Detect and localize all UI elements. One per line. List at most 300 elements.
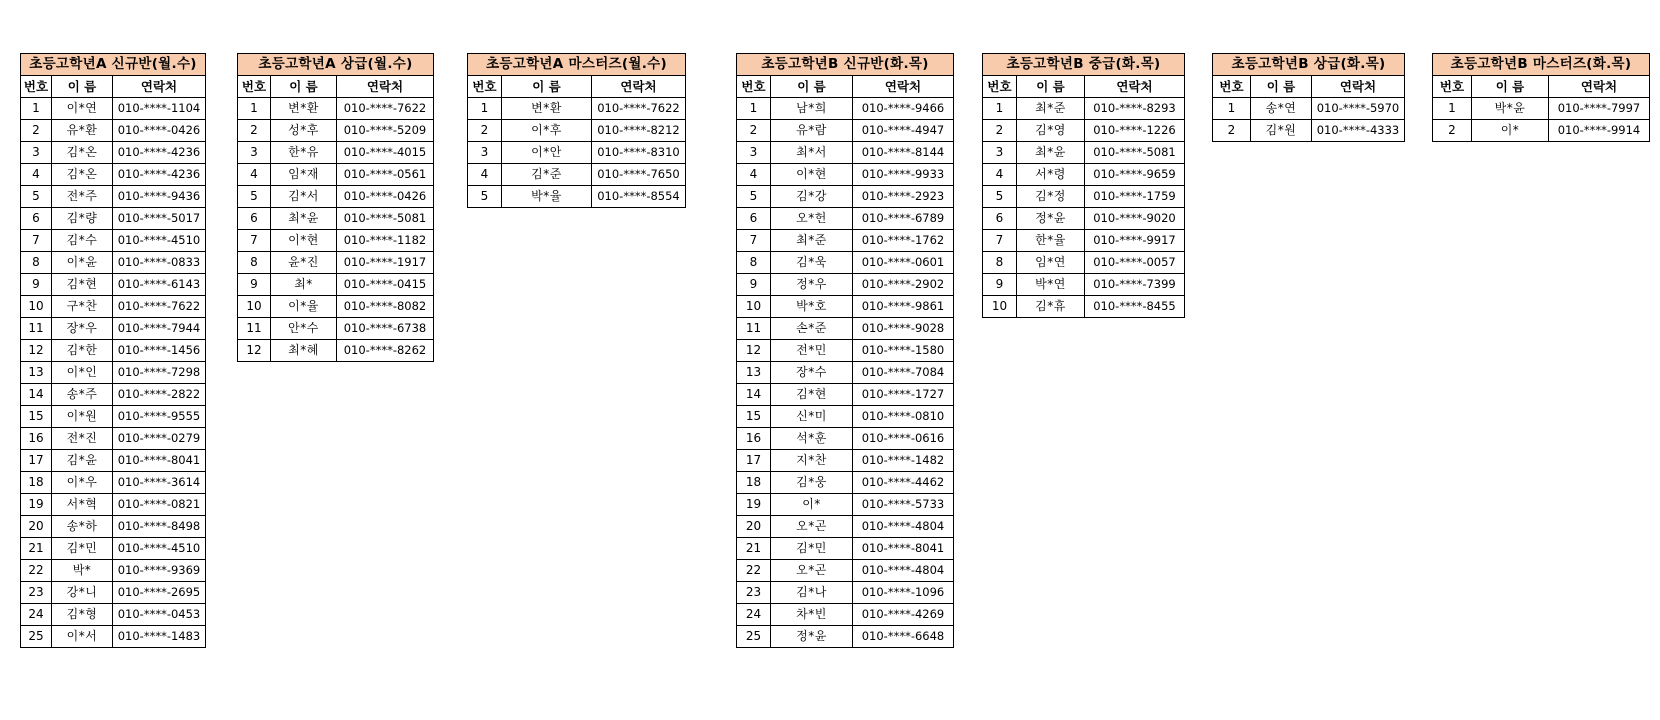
- student-name: 이*: [1472, 120, 1549, 142]
- student-name: 오*헌: [771, 208, 853, 230]
- table-row: [737, 296, 954, 318]
- table-row: [1213, 120, 1405, 142]
- student-name: 유*람: [771, 120, 853, 142]
- table-row: [21, 142, 206, 164]
- row-number: 4: [737, 164, 771, 186]
- row-number: 15: [737, 406, 771, 428]
- student-name: 변*환: [271, 98, 337, 120]
- phone-number: 010-****-0821: [113, 494, 206, 516]
- student-name: 박*호: [771, 296, 853, 318]
- row-number: 1: [983, 98, 1017, 120]
- table-row: [21, 208, 206, 230]
- row-number: 23: [737, 582, 771, 604]
- roster-title: 초등고학년A 신규반(월.수): [21, 54, 206, 76]
- student-name: 이*안: [502, 142, 592, 164]
- student-name: 김*량: [52, 208, 113, 230]
- phone-number: 010-****-4804: [853, 516, 954, 538]
- student-name: 신*미: [771, 406, 853, 428]
- phone-number: 010-****-1182: [337, 230, 434, 252]
- table-row: [737, 186, 954, 208]
- table-row: [1433, 98, 1650, 120]
- student-name: 최*윤: [271, 208, 337, 230]
- column-header-phone: 연락처: [113, 76, 206, 98]
- column-header-no: 번호: [468, 76, 502, 98]
- row-number: 2: [468, 120, 502, 142]
- student-name: 김*강: [771, 186, 853, 208]
- row-number: 24: [737, 604, 771, 626]
- student-name: 오*곤: [771, 516, 853, 538]
- phone-number: 010-****-1759: [1085, 186, 1185, 208]
- table-row: [238, 252, 434, 274]
- table-row: [737, 252, 954, 274]
- row-number: 17: [737, 450, 771, 472]
- row-number: 12: [238, 340, 271, 362]
- table-row: [21, 582, 206, 604]
- table-row: [737, 626, 954, 648]
- student-name: 정*윤: [771, 626, 853, 648]
- row-number: 6: [21, 208, 52, 230]
- column-header-name: 이 름: [771, 76, 853, 98]
- row-number: 1: [468, 98, 502, 120]
- student-name: 이*후: [502, 120, 592, 142]
- table-row: [21, 450, 206, 472]
- phone-number: 010-****-9914: [1549, 120, 1650, 142]
- roster-title: 초등고학년B 상급(화.목): [1213, 54, 1405, 76]
- row-number: 1: [1213, 98, 1251, 120]
- phone-number: 010-****-7997: [1549, 98, 1650, 120]
- table-row: [21, 252, 206, 274]
- row-number: 3: [737, 142, 771, 164]
- table-row: [737, 582, 954, 604]
- row-number: 2: [737, 120, 771, 142]
- table-row: [21, 626, 206, 648]
- phone-number: 010-****-1727: [853, 384, 954, 406]
- row-number: 12: [737, 340, 771, 362]
- phone-number: 010-****-4510: [113, 538, 206, 560]
- row-number: 13: [737, 362, 771, 384]
- student-name: 김*나: [771, 582, 853, 604]
- table-row: [468, 120, 686, 142]
- row-number: 15: [21, 406, 52, 428]
- phone-number: 010-****-8212: [592, 120, 686, 142]
- phone-number: 010-****-8498: [113, 516, 206, 538]
- phone-number: 010-****-0810: [853, 406, 954, 428]
- row-number: 10: [737, 296, 771, 318]
- student-name: 이*윤: [52, 252, 113, 274]
- phone-number: 010-****-7650: [592, 164, 686, 186]
- student-name: 윤*진: [271, 252, 337, 274]
- phone-number: 010-****-9020: [1085, 208, 1185, 230]
- row-number: 4: [983, 164, 1017, 186]
- row-number: 8: [737, 252, 771, 274]
- row-number: 9: [21, 274, 52, 296]
- student-name: 이*연: [52, 98, 113, 120]
- student-name: 김*현: [771, 384, 853, 406]
- student-name: 최*준: [771, 230, 853, 252]
- table-row: [737, 538, 954, 560]
- phone-number: 010-****-5081: [1085, 142, 1185, 164]
- phone-number: 010-****-9555: [113, 406, 206, 428]
- phone-number: 010-****-0057: [1085, 252, 1185, 274]
- roster-table: [982, 53, 1185, 318]
- student-name: 임*연: [1017, 252, 1085, 274]
- phone-number: 010-****-0601: [853, 252, 954, 274]
- table-row: [21, 230, 206, 252]
- table-row: [238, 120, 434, 142]
- roster-table: [1432, 53, 1650, 142]
- row-number: 16: [21, 428, 52, 450]
- phone-number: 010-****-5017: [113, 208, 206, 230]
- student-name: 송*주: [52, 384, 113, 406]
- column-header-no: 번호: [1433, 76, 1472, 98]
- phone-number: 010-****-9436: [113, 186, 206, 208]
- row-number: 21: [737, 538, 771, 560]
- student-name: 변*환: [502, 98, 592, 120]
- phone-number: 010-****-0415: [337, 274, 434, 296]
- student-name: 최*: [271, 274, 337, 296]
- table-row: [737, 120, 954, 142]
- table-row: [983, 274, 1185, 296]
- row-number: 5: [468, 186, 502, 208]
- student-name: 김*영: [1017, 120, 1085, 142]
- row-number: 4: [21, 164, 52, 186]
- table-row: [737, 318, 954, 340]
- phone-number: 010-****-0453: [113, 604, 206, 626]
- table-row: [238, 142, 434, 164]
- student-name: 김*원: [1251, 120, 1312, 142]
- table-row: [737, 274, 954, 296]
- phone-number: 010-****-8041: [853, 538, 954, 560]
- row-number: 6: [737, 208, 771, 230]
- student-name: 최*윤: [1017, 142, 1085, 164]
- row-number: 19: [737, 494, 771, 516]
- table-row: [983, 164, 1185, 186]
- phone-number: 010-****-9028: [853, 318, 954, 340]
- phone-number: 010-****-1483: [113, 626, 206, 648]
- row-number: 5: [21, 186, 52, 208]
- row-number: 11: [21, 318, 52, 340]
- table-row: [238, 186, 434, 208]
- table-row: [737, 230, 954, 252]
- student-name: 전*주: [52, 186, 113, 208]
- table-row: [468, 186, 686, 208]
- student-name: 정*우: [771, 274, 853, 296]
- table-row: [238, 296, 434, 318]
- phone-number: 010-****-1580: [853, 340, 954, 362]
- column-header-name: 이 름: [502, 76, 592, 98]
- table-row: [238, 274, 434, 296]
- student-name: 구*찬: [52, 296, 113, 318]
- phone-number: 010-****-5081: [337, 208, 434, 230]
- column-header-phone: 연락처: [853, 76, 954, 98]
- roster-table: [20, 53, 206, 648]
- row-number: 3: [468, 142, 502, 164]
- phone-number: 010-****-8041: [113, 450, 206, 472]
- column-header-name: 이 름: [271, 76, 337, 98]
- student-name: 정*윤: [1017, 208, 1085, 230]
- phone-number: 010-****-7622: [113, 296, 206, 318]
- student-name: 오*곤: [771, 560, 853, 582]
- row-number: 7: [983, 230, 1017, 252]
- row-number: 18: [737, 472, 771, 494]
- student-name: 박*: [52, 560, 113, 582]
- student-name: 지*찬: [771, 450, 853, 472]
- phone-number: 010-****-7399: [1085, 274, 1185, 296]
- table-row: [737, 406, 954, 428]
- table-row: [21, 164, 206, 186]
- phone-number: 010-****-9861: [853, 296, 954, 318]
- row-number: 20: [21, 516, 52, 538]
- row-number: 8: [21, 252, 52, 274]
- student-name: 서*령: [1017, 164, 1085, 186]
- table-row: [238, 230, 434, 252]
- table-row: [1433, 120, 1650, 142]
- student-name: 최*혜: [271, 340, 337, 362]
- row-number: 2: [21, 120, 52, 142]
- student-name: 안*수: [271, 318, 337, 340]
- student-name: 이*현: [771, 164, 853, 186]
- table-row: [21, 186, 206, 208]
- table-row: [737, 142, 954, 164]
- row-number: 8: [983, 252, 1017, 274]
- table-row: [983, 142, 1185, 164]
- phone-number: 010-****-6738: [337, 318, 434, 340]
- table-row: [21, 472, 206, 494]
- phone-number: 010-****-7084: [853, 362, 954, 384]
- phone-number: 010-****-4236: [113, 142, 206, 164]
- student-name: 이*우: [52, 472, 113, 494]
- phone-number: 010-****-0279: [113, 428, 206, 450]
- roster-table: [237, 53, 434, 362]
- row-number: 5: [983, 186, 1017, 208]
- phone-number: 010-****-5970: [1312, 98, 1405, 120]
- student-name: 임*재: [271, 164, 337, 186]
- phone-number: 010-****-6648: [853, 626, 954, 648]
- student-name: 서*혁: [52, 494, 113, 516]
- table-row: [238, 98, 434, 120]
- row-number: 10: [238, 296, 271, 318]
- column-header-no: 번호: [983, 76, 1017, 98]
- phone-number: 010-****-9933: [853, 164, 954, 186]
- table-row: [737, 384, 954, 406]
- student-name: 유*환: [52, 120, 113, 142]
- phone-number: 010-****-2822: [113, 384, 206, 406]
- student-name: 남*희: [771, 98, 853, 120]
- phone-number: 010-****-8455: [1085, 296, 1185, 318]
- table-row: [21, 560, 206, 582]
- student-name: 김*욱: [771, 252, 853, 274]
- table-row: [737, 340, 954, 362]
- row-number: 1: [238, 98, 271, 120]
- roster-title: 초등고학년B 중급(화.목): [983, 54, 1185, 76]
- table-row: [468, 164, 686, 186]
- column-header-no: 번호: [238, 76, 271, 98]
- row-number: 1: [1433, 98, 1472, 120]
- row-number: 12: [21, 340, 52, 362]
- row-number: 11: [737, 318, 771, 340]
- column-header-phone: 연락처: [1549, 76, 1650, 98]
- phone-number: 010-****-9917: [1085, 230, 1185, 252]
- student-name: 김*휴: [1017, 296, 1085, 318]
- student-name: 이*인: [52, 362, 113, 384]
- student-name: 한*율: [1017, 230, 1085, 252]
- table-row: [21, 428, 206, 450]
- phone-number: 010-****-1096: [853, 582, 954, 604]
- table-row: [737, 208, 954, 230]
- column-header-phone: 연락처: [337, 76, 434, 98]
- row-number: 2: [1433, 120, 1472, 142]
- row-number: 17: [21, 450, 52, 472]
- student-name: 석*훈: [771, 428, 853, 450]
- table-row: [983, 120, 1185, 142]
- table-row: [737, 494, 954, 516]
- student-name: 전*진: [52, 428, 113, 450]
- table-row: [21, 296, 206, 318]
- column-header-name: 이 름: [1472, 76, 1549, 98]
- row-number: 1: [21, 98, 52, 120]
- row-number: 5: [238, 186, 271, 208]
- table-row: [737, 560, 954, 582]
- student-name: 성*후: [271, 120, 337, 142]
- student-name: 강*니: [52, 582, 113, 604]
- roster-title: 초등고학년B 신규반(화.목): [737, 54, 954, 76]
- student-name: 김*수: [52, 230, 113, 252]
- phone-number: 010-****-2695: [113, 582, 206, 604]
- phone-number: 010-****-7944: [113, 318, 206, 340]
- column-header-no: 번호: [737, 76, 771, 98]
- student-name: 이*원: [52, 406, 113, 428]
- row-number: 18: [21, 472, 52, 494]
- student-name: 이*: [771, 494, 853, 516]
- phone-number: 010-****-8082: [337, 296, 434, 318]
- phone-number: 010-****-4015: [337, 142, 434, 164]
- table-row: [1213, 98, 1405, 120]
- phone-number: 010-****-5209: [337, 120, 434, 142]
- table-row: [737, 428, 954, 450]
- phone-number: 010-****-8293: [1085, 98, 1185, 120]
- table-row: [983, 208, 1185, 230]
- row-number: 25: [21, 626, 52, 648]
- phone-number: 010-****-0561: [337, 164, 434, 186]
- student-name: 이*서: [52, 626, 113, 648]
- student-name: 김*한: [52, 340, 113, 362]
- phone-number: 010-****-3614: [113, 472, 206, 494]
- phone-number: 010-****-2923: [853, 186, 954, 208]
- roster-title: 초등고학년A 상급(월.수): [238, 54, 434, 76]
- student-name: 송*연: [1251, 98, 1312, 120]
- row-number: 23: [21, 582, 52, 604]
- table-row: [21, 98, 206, 120]
- table-row: [468, 98, 686, 120]
- phone-number: 010-****-8144: [853, 142, 954, 164]
- student-name: 최*준: [1017, 98, 1085, 120]
- table-row: [21, 516, 206, 538]
- phone-number: 010-****-4269: [853, 604, 954, 626]
- row-number: 2: [238, 120, 271, 142]
- phone-number: 010-****-5733: [853, 494, 954, 516]
- phone-number: 010-****-4510: [113, 230, 206, 252]
- row-number: 7: [21, 230, 52, 252]
- row-number: 21: [21, 538, 52, 560]
- table-row: [983, 230, 1185, 252]
- row-number: 2: [983, 120, 1017, 142]
- table-row: [737, 450, 954, 472]
- student-name: 한*유: [271, 142, 337, 164]
- student-name: 김*형: [52, 604, 113, 626]
- row-number: 13: [21, 362, 52, 384]
- phone-number: 010-****-4462: [853, 472, 954, 494]
- table-row: [737, 604, 954, 626]
- table-row: [21, 274, 206, 296]
- student-name: 최*서: [771, 142, 853, 164]
- phone-number: 010-****-9369: [113, 560, 206, 582]
- roster-title: 초등고학년B 마스터즈(화.목): [1433, 54, 1650, 76]
- student-name: 김*민: [771, 538, 853, 560]
- student-name: 전*민: [771, 340, 853, 362]
- phone-number: 010-****-7622: [337, 98, 434, 120]
- student-name: 김*웅: [771, 472, 853, 494]
- student-name: 김*정: [1017, 186, 1085, 208]
- row-number: 14: [21, 384, 52, 406]
- table-row: [21, 120, 206, 142]
- student-name: 장*우: [52, 318, 113, 340]
- row-number: 25: [737, 626, 771, 648]
- column-header-name: 이 름: [1251, 76, 1312, 98]
- column-header-name: 이 름: [52, 76, 113, 98]
- row-number: 11: [238, 318, 271, 340]
- row-number: 8: [238, 252, 271, 274]
- table-row: [737, 472, 954, 494]
- phone-number: 010-****-1917: [337, 252, 434, 274]
- column-header-phone: 연락처: [1312, 76, 1405, 98]
- table-row: [983, 252, 1185, 274]
- column-header-phone: 연락처: [592, 76, 686, 98]
- phone-number: 010-****-8554: [592, 186, 686, 208]
- row-number: 4: [468, 164, 502, 186]
- phone-number: 010-****-1226: [1085, 120, 1185, 142]
- row-number: 10: [21, 296, 52, 318]
- student-name: 김*현: [52, 274, 113, 296]
- phone-number: 010-****-0426: [113, 120, 206, 142]
- student-name: 손*준: [771, 318, 853, 340]
- phone-number: 010-****-8310: [592, 142, 686, 164]
- row-number: 3: [238, 142, 271, 164]
- student-name: 차*빈: [771, 604, 853, 626]
- row-number: 14: [737, 384, 771, 406]
- table-row: [238, 340, 434, 362]
- row-number: 24: [21, 604, 52, 626]
- row-number: 4: [238, 164, 271, 186]
- student-name: 장*수: [771, 362, 853, 384]
- row-number: 6: [238, 208, 271, 230]
- row-number: 16: [737, 428, 771, 450]
- row-number: 3: [983, 142, 1017, 164]
- table-row: [21, 318, 206, 340]
- student-name: 김*민: [52, 538, 113, 560]
- row-number: 7: [737, 230, 771, 252]
- row-number: 5: [737, 186, 771, 208]
- phone-number: 010-****-4947: [853, 120, 954, 142]
- phone-number: 010-****-7622: [592, 98, 686, 120]
- phone-number: 010-****-1104: [113, 98, 206, 120]
- student-name: 송*하: [52, 516, 113, 538]
- table-row: [238, 318, 434, 340]
- row-number: 22: [737, 560, 771, 582]
- phone-number: 010-****-6143: [113, 274, 206, 296]
- roster-table: [736, 53, 954, 648]
- row-number: 6: [983, 208, 1017, 230]
- row-number: 9: [238, 274, 271, 296]
